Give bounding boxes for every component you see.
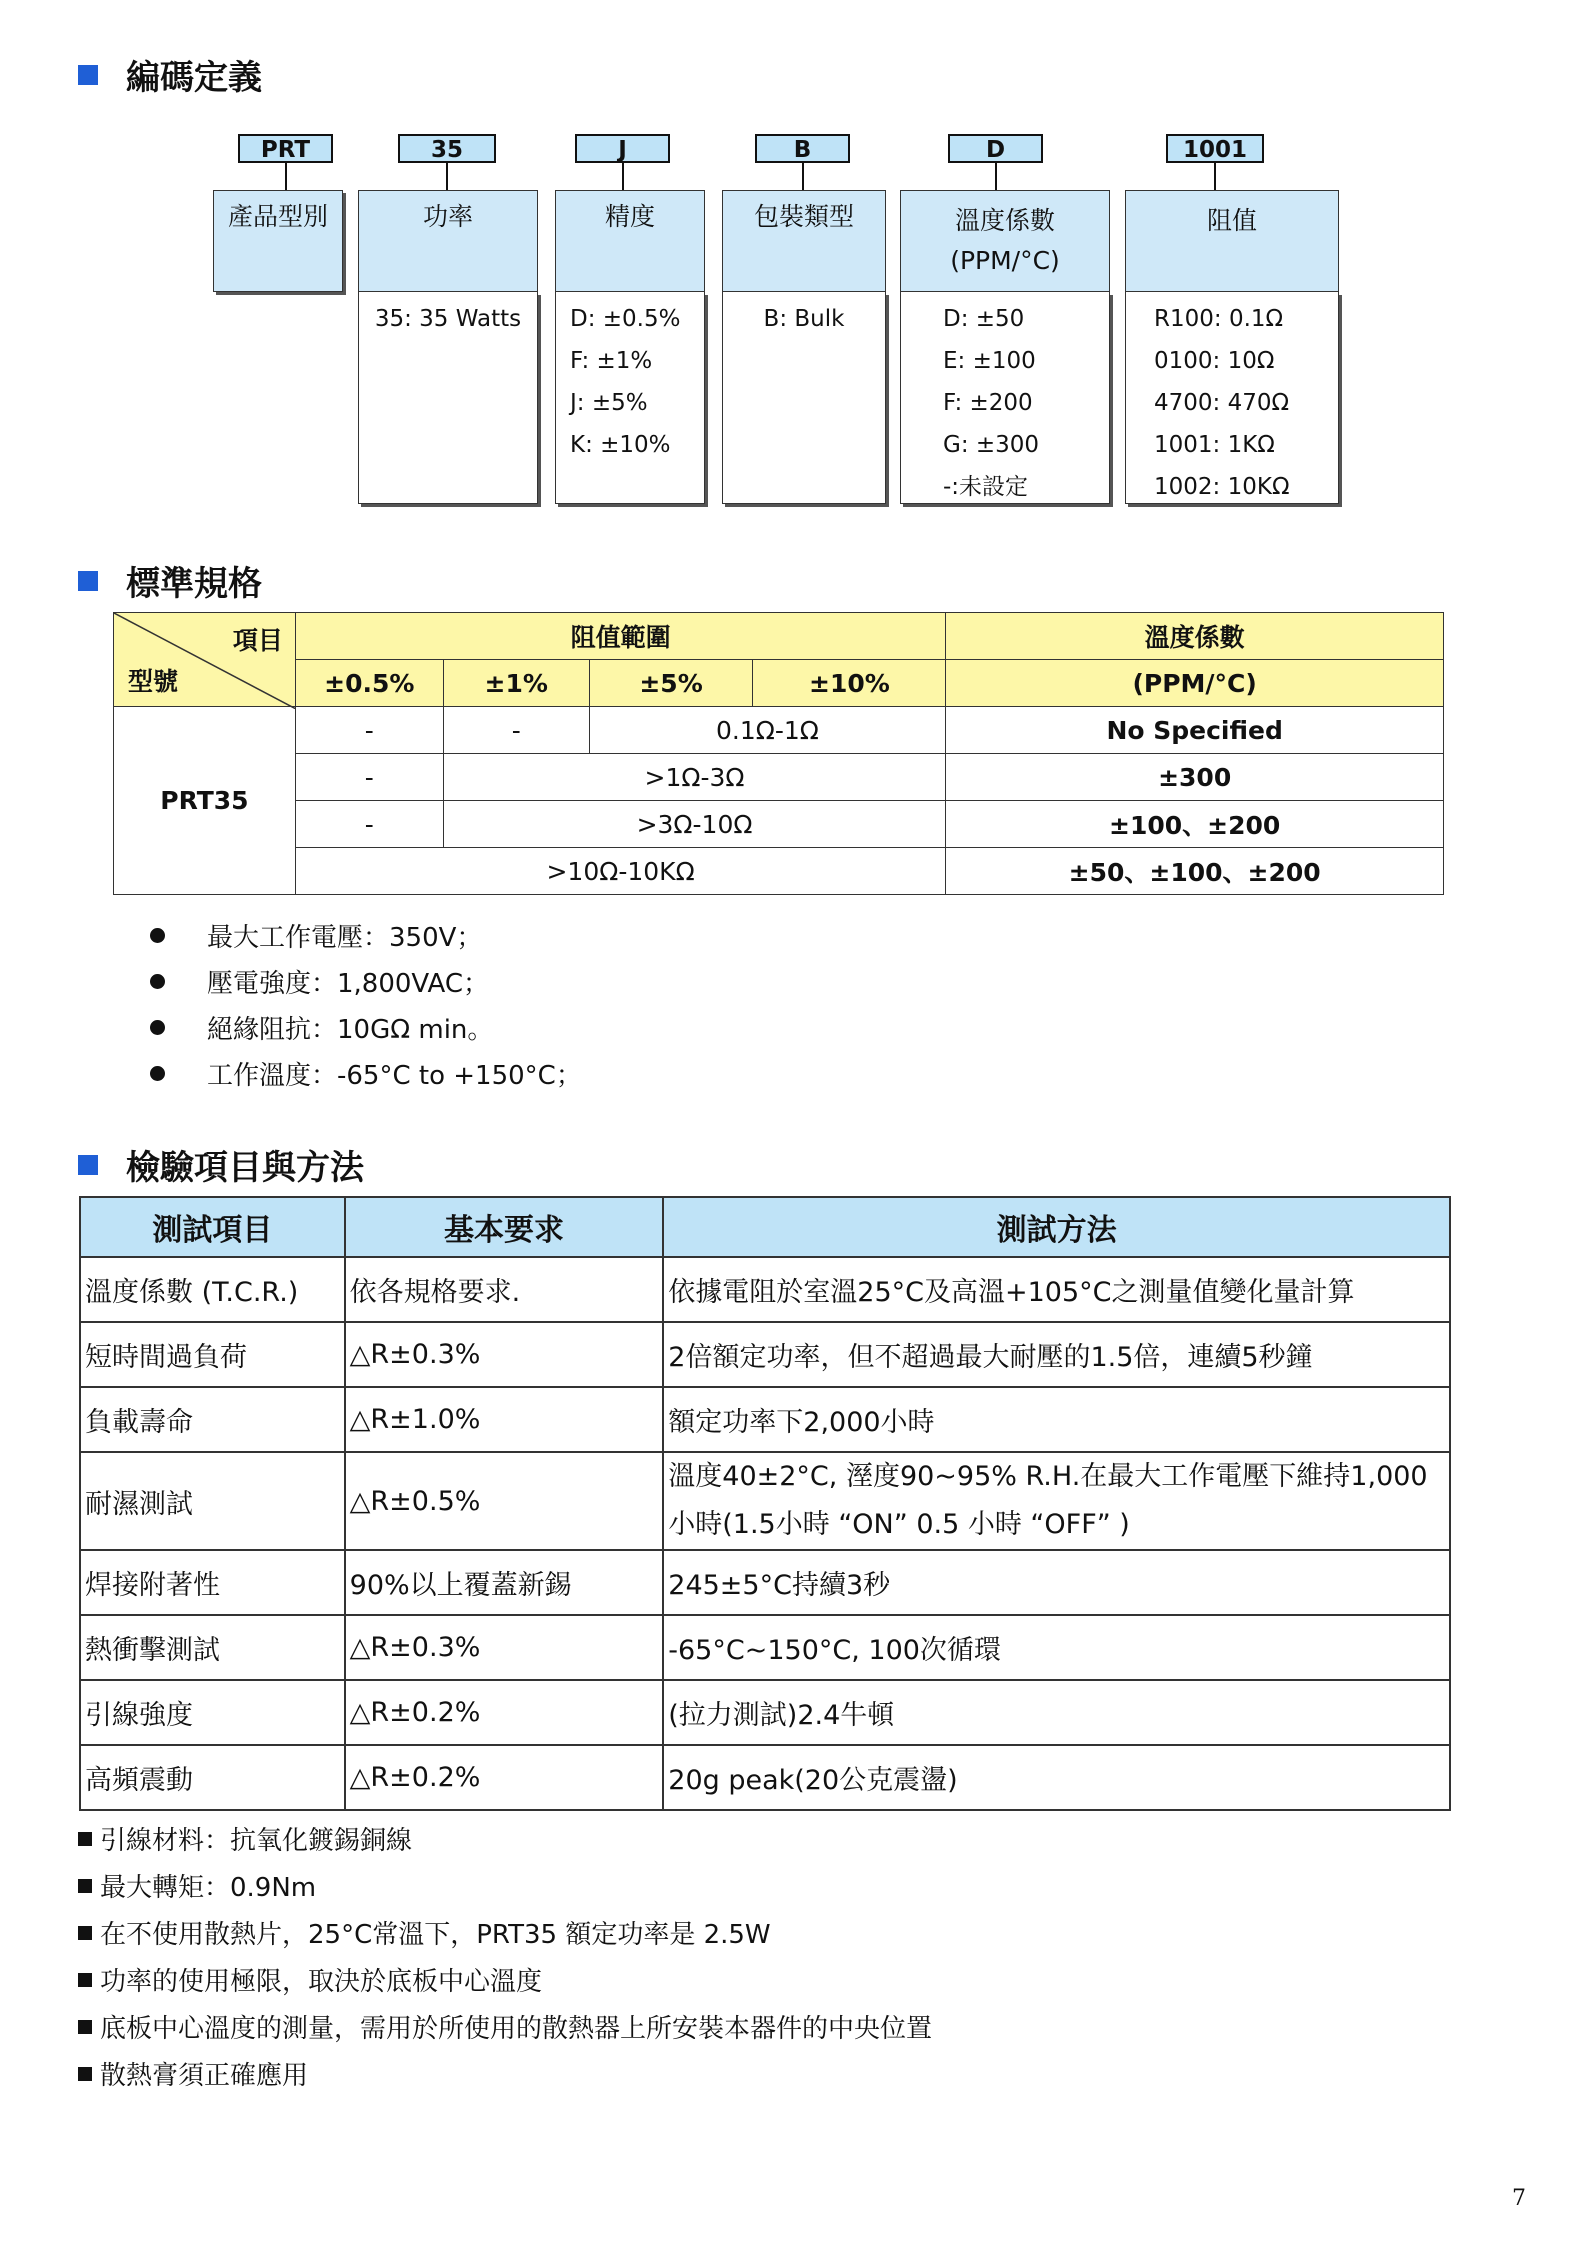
spec-row [114,707,1444,754]
test-item: 短時間過負荷 [80,1322,345,1387]
tolerance-header: ±10% [753,660,946,707]
option-item: K: ±10% [570,432,671,458]
tcr-cell: ±50、±100、±200 [946,848,1444,895]
header-label: 包裝類型 [753,202,854,231]
bullet-dot-icon [150,1020,165,1035]
note-text: 底板中心溫度的測量，需用於所使用的散熱器上所安裝本器件的中央位置 [100,2014,933,2044]
spec-cell: >3Ω-10Ω [443,801,946,848]
note-item [78,1956,932,2003]
code-box-prt: PRT [238,134,333,163]
note-square-icon [78,2067,92,2081]
test-row [80,1322,1450,1387]
test-header: 基本要求 [345,1197,664,1257]
option-item: D: ±50 [943,306,1025,332]
section-title-coding [78,50,262,99]
test-method: 20g peak(20公克震盪) [663,1745,1450,1810]
note-square-icon [78,1973,92,1987]
tcr-cell: ±300 [946,754,1444,801]
test-row [80,1387,1450,1452]
note-square-icon [78,1879,92,1893]
tolerance-header: ±1% [443,660,589,707]
test-method-line: 溫度40±2°C, 溼度90~95% R.H.在最大工作電壓下維持1,000 [668,1461,1428,1492]
spec-cell: - [295,801,443,848]
test-method: 2倍額定功率，但不超過最大耐壓的1.5倍，連續5秒鐘 [663,1322,1450,1387]
bullet-text: 最大工作電壓：350V； [207,922,483,953]
bullet-item [150,1004,582,1050]
section-title-text: 檢驗項目與方法 [126,1148,364,1188]
header-tcr [900,190,1110,292]
body-power [358,292,538,504]
note-text: 引線材料：抗氧化鍍錫銅線 [100,1826,413,1856]
spec-bullet-list [150,912,582,1096]
test-row [80,1550,1450,1615]
tcr-cell: No Specified [946,707,1444,754]
corner-item-label: 項目 [232,626,283,655]
header-tolerance [555,190,705,292]
option-item: F: ±1% [570,348,653,374]
body-resistance [1125,292,1339,504]
test-method: 245±5°C持續3秒 [663,1550,1450,1615]
test-method [663,1452,1450,1550]
option-item: -:未設定 [943,474,1029,500]
spec-cell: - [295,754,443,801]
test-item: 熱衝擊測試 [80,1615,345,1680]
option-item: 1001: 1KΩ [1154,432,1275,458]
note-square-icon [78,1832,92,1846]
bullet-dot-icon [150,928,165,943]
connector-line [1214,163,1216,190]
section-title-text: 標準規格 [126,564,262,604]
notes-list [78,1815,932,2097]
test-row [80,1257,1450,1322]
test-item: 負載壽命 [80,1387,345,1452]
connector-line [285,163,287,190]
body-packaging [722,292,886,504]
connector-line [995,163,997,190]
tcr-header: 溫度係數 [946,613,1444,660]
test-req: △R±0.5% [345,1452,664,1550]
bullet-dot-icon [150,974,165,989]
test-method: 額定功率下2,000小時 [663,1387,1450,1452]
header-packaging [722,190,886,292]
code-box-tolerance: J [575,134,670,163]
bullet-item [150,958,582,1004]
model-cell: PRT35 [114,707,296,895]
bullet-text: 絕緣阻抗：10GΩ min。 [207,1014,494,1045]
option-item: 35: 35 Watts [374,306,522,332]
test-row [80,1452,1450,1550]
option-item: 4700: 470Ω [1154,390,1290,416]
note-item [78,2050,932,2097]
test-row [80,1615,1450,1680]
connector-line [802,163,804,190]
spec-cell: >1Ω-3Ω [443,754,946,801]
spec-cell: - [443,707,589,754]
page-number: 7 [1512,2186,1526,2211]
option-item: F: ±200 [943,390,1033,416]
tcr-unit-header: (PPM/°C) [946,660,1444,707]
note-item [78,2003,932,2050]
bullet-item [150,912,582,958]
code-box-tcr: D [948,134,1043,163]
note-item [78,1862,932,1909]
test-method-line: 小時(1.5小時 “ON” 0.5 小時 “OFF” ) [668,1509,1130,1540]
header-resistance [1125,190,1339,292]
section-square-icon [78,571,98,591]
test-req: △R±1.0% [345,1387,664,1452]
option-item: 0100: 10Ω [1154,348,1275,374]
header-label: 精度 [604,202,655,231]
note-text: 在不使用散熱片，25°C常溫下，PRT35 額定功率是 2.5W [100,1920,771,1950]
test-req: 90%以上覆蓋新錫 [345,1550,664,1615]
test-header: 測試方法 [663,1197,1450,1257]
body-tolerance [555,292,705,504]
spec-cell: >10Ω-10KΩ [295,848,945,895]
note-square-icon [78,2020,92,2034]
bullet-dot-icon [150,1066,165,1081]
body-tcr [900,292,1110,504]
note-text: 散熱膏須正確應用 [100,2061,309,2091]
test-method: 依據電阻於室溫25°C及高溫+105°C之測量值變化量計算 [663,1257,1450,1322]
note-square-icon [78,1926,92,1940]
header-label: 溫度係數 [954,206,1055,235]
corner-model-label: 型號 [128,667,179,696]
bullet-text: 壓電強度：1,800VAC； [207,968,490,999]
option-item: R100: 0.1Ω [1154,306,1284,332]
header-product-type [213,190,343,292]
test-req: △R±0.3% [345,1615,664,1680]
section-title-spec [78,556,262,605]
code-box-power: 35 [398,134,496,163]
test-table [79,1196,1451,1811]
spec-table [113,612,1444,895]
header-label: 阻值 [1206,206,1257,235]
test-item: 焊接附著性 [80,1550,345,1615]
bullet-item [150,1050,582,1096]
tolerance-header: ±5% [589,660,753,707]
option-item: 1002: 10KΩ [1154,474,1290,500]
test-item: 引線強度 [80,1680,345,1745]
spec-row [114,801,1444,848]
note-text: 功率的使用極限，取決於底板中心溫度 [100,1967,543,1997]
section-title-text: 編碼定義 [126,58,262,98]
test-req: △R±0.2% [345,1680,664,1745]
code-box-resistance: 1001 [1166,134,1264,163]
option-item: G: ±300 [943,432,1040,458]
test-req: △R±0.3% [345,1322,664,1387]
connector-line [622,163,624,190]
test-row [80,1745,1450,1810]
note-text: 最大轉矩：0.9Nm [100,1873,317,1903]
test-req: △R±0.2% [345,1745,664,1810]
test-req: 依各規格要求. [345,1257,664,1322]
spec-row [114,848,1444,895]
test-item: 溫度係數 (T.C.R.) [80,1257,345,1322]
spec-row [114,754,1444,801]
spec-cell: - [295,707,443,754]
section-square-icon [78,65,98,85]
section-square-icon [78,1155,98,1175]
test-method: (拉力測試)2.4牛頓 [663,1680,1450,1745]
spec-cell: 0.1Ω-1Ω [589,707,946,754]
range-header: 阻值範圍 [295,613,945,660]
header-unit: (PPM/°C) [950,246,1060,275]
tcr-cell: ±100、±200 [946,801,1444,848]
section-title-tests [78,1140,364,1189]
bullet-text: 工作溫度：-65°C to +150°C； [207,1060,582,1091]
test-row [80,1680,1450,1745]
test-header: 測試項目 [80,1197,345,1257]
option-item: E: ±100 [943,348,1036,374]
option-item: B: Bulk [763,306,845,332]
code-box-packaging: B [755,134,850,163]
note-item [78,1909,932,1956]
option-item: J: ±5% [570,390,648,416]
header-label: 功率 [422,202,473,231]
tolerance-header: ±0.5% [295,660,443,707]
test-item: 高頻震動 [80,1745,345,1810]
option-item: D: ±0.5% [570,306,681,332]
header-power [358,190,538,292]
spec-corner-cell [114,613,296,707]
note-item [78,1815,932,1862]
header-label: 產品型別 [227,202,328,231]
test-item: 耐濕測試 [80,1452,345,1550]
connector-line [446,163,448,190]
test-method: -65°C~150°C, 100次循環 [663,1615,1450,1680]
